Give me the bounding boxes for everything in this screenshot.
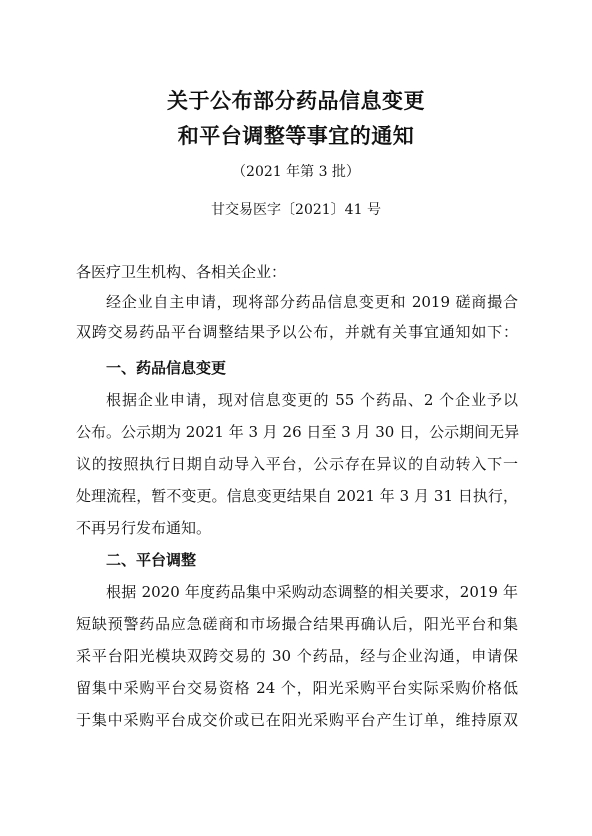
section-2-line: 于集中采购平台成交价或已在阳光采购平台产生订单，维持原双 [76, 711, 518, 729]
document-title-line-1: 关于公布部分药品信息变更 [167, 89, 425, 113]
section-2-line: 采平台阳光模块双跨交易的 30 个药品，经与企业沟通，申请保 [76, 647, 518, 665]
section-1-line: 议的按照执行日期自动导入平台，公示存在异议的自动转入下一 [76, 455, 518, 473]
section-2-heading: 二、平台调整 [106, 551, 197, 569]
section-2-line: 短缺预警药品应急磋商和市场撮合结果再确认后，阳光平台和集 [76, 615, 518, 633]
document-number: 甘交易医字〔2021〕41 号 [211, 202, 381, 218]
salutation: 各医疗卫生机构、各相关企业： [76, 263, 287, 281]
batch-number: （2021 年第 3 批） [232, 164, 360, 180]
section-1-heading: 一、药品信息变更 [106, 359, 227, 377]
document-title-line-2: 和平台调整等事宜的通知 [177, 124, 415, 148]
section-1-line: 公布。公示期为 2021 年 3 月 26 日至 3 月 30 日，公示期间无异 [76, 423, 520, 441]
intro-line: 经企业自主申请，现将部分药品信息变更和 2019 磋商撮合 [106, 293, 518, 311]
section-1-line: 根据企业申请，现对信息变更的 55 个药品、2 个企业予以 [106, 391, 518, 409]
section-2-line: 留集中采购平台交易资格 24 个，阳光采购平台实际采购价格低 [76, 679, 518, 697]
section-1-line: 不再另行发布通知。 [76, 519, 212, 537]
section-1-line: 处理流程，暂不变更。信息变更结果自 2021 年 3 月 31 日执行， [76, 487, 518, 505]
section-2-line: 根据 2020 年度药品集中采购动态调整的相关要求，2019 年 [106, 583, 518, 601]
intro-line: 双跨交易药品平台调整结果予以公布，并就有关事宜通知如下： [76, 323, 518, 341]
